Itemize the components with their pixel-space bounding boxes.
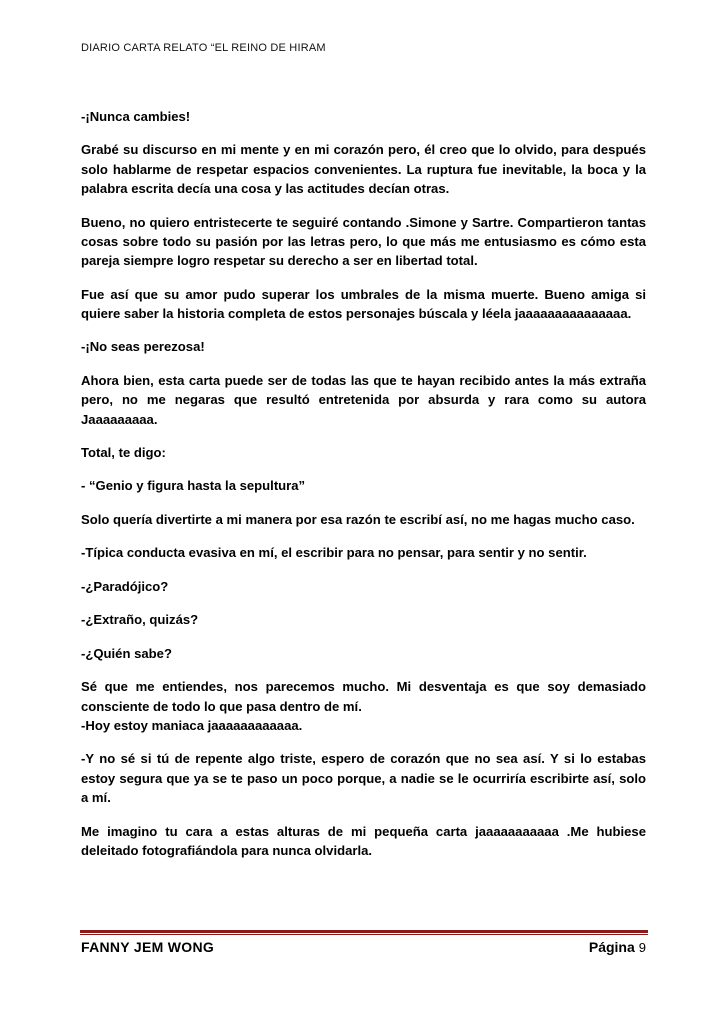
paragraph: - “Genio y figura hasta la sepultura” xyxy=(81,478,306,494)
paragraph: -¡Nunca cambies! xyxy=(81,109,191,124)
paragraph: Total, te digo: xyxy=(81,444,166,460)
paragraph: Me imagino tu cara a estas alturas de mi pequeña carta jaaaaaaaaaaa .Me hubiese deleitado fotografiándola para nunca olvidarla. xyxy=(81,823,646,858)
footer-page xyxy=(589,939,646,955)
page-number: 9 xyxy=(638,940,646,955)
paragraph: -Y no sé si tú de repente algo triste, espero de corazón que no sea así. Y si lo estabas estoy segura que ya se te paso un poco porque, a nadie se le ocurriría escribirte así, solo a mí. xyxy=(81,751,646,806)
paragraph: -¿Quién sabe? xyxy=(81,645,172,661)
letter-body xyxy=(81,107,646,874)
paragraph: -Típica conducta evasiva en mí, el escribir para no pensar, para sentir y no sentir. xyxy=(81,545,587,561)
page-header: DIARIO CARTA RELATO “EL REINO DE HIRAM xyxy=(81,42,326,54)
paragraph: Fue así que su amor pudo superar los umbrales de la misma muerte. Bueno amiga si quiere saber la historia completa de estos personajes búscala y léela jaaaaaaaaaaaaaaa. xyxy=(81,286,646,321)
paragraph: Bueno, no quiero entristecerte te seguiré contando .Simone y Sartre. Compartieron tantas cosas sobre todo su pasión por las letras pero, lo que más me entusiasmo es cómo esta pareja siempre logro respetar su derecho a ser en libertad total. xyxy=(81,214,646,269)
footer-author: FANNY JEM WONG xyxy=(81,939,215,955)
footer-rule-thin xyxy=(80,934,648,935)
paragraph: Solo quería divertirte a mi manera por esa razón te escribí así, no me hagas mucho caso. xyxy=(81,511,635,527)
paragraph: -¿Paradójico? xyxy=(81,578,169,594)
footer-rule xyxy=(80,930,648,933)
paragraph: -¡No seas perezosa! xyxy=(81,339,205,355)
paragraph: Ahora bien, esta carta puede ser de todas las que te hayan recibido antes la más extraña pero, no me negaras que resultó entretenida por absurda y rara como su autora Jaaaaaaaaa. xyxy=(81,372,646,427)
paragraph: Grabé su discurso en mi mente y en mi corazón pero, él creo que lo olvido, para después solo hablarme de respetar espacios convenientes. La ruptura fue inevitable, la boca y la palabra escrita decía una cosa y las actitudes decían otras. xyxy=(81,142,646,197)
paragraph: Sé que me entiendes, nos parecemos mucho. Mi desventaja es que soy demasiado consciente de todo lo que pasa dentro de mí. -Hoy estoy maniaca jaaaaaaaaaaaa. xyxy=(81,679,646,733)
page-label: Página xyxy=(588,939,635,955)
paragraph: -¿Extraño, quizás? xyxy=(81,612,199,628)
